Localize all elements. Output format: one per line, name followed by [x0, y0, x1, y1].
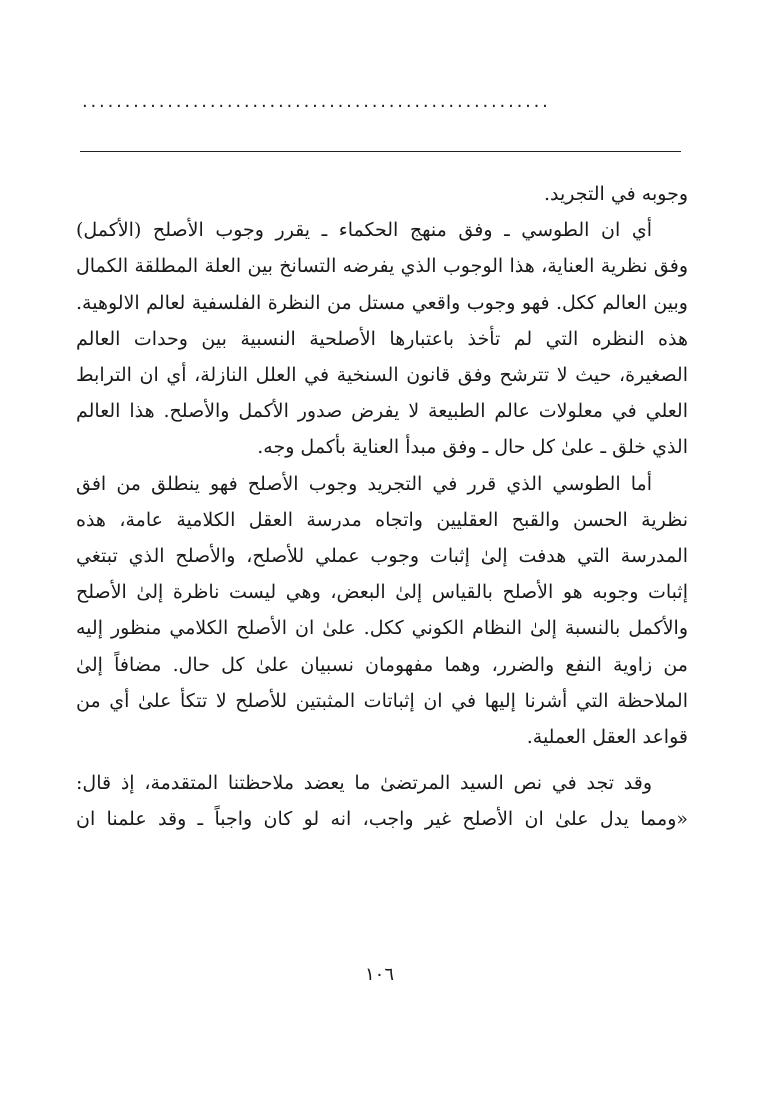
text-line: قواعد العقل العملية. [526, 726, 688, 749]
paragraph-4 [76, 765, 688, 837]
page-number: ١٠٦ [364, 964, 394, 985]
paragraph-3 [76, 466, 688, 756]
text-line: وفق نظرية العناية، هذا الوجوب الذي يفرضه التسانخ بين العلة المطلقة الكمال [76, 255, 688, 278]
paragraph-1 [76, 176, 688, 212]
text-line: العلي في معلولات عالم الطبيعة لا يفرض صدور الأكمل والأصلح. هذا العالم [76, 400, 688, 423]
paragraph-gap [76, 755, 688, 765]
text-line: إثبات وجوبه هو الأصلح بالقياس إلىٰ البعض، وهي ليست ناظرة إلىٰ الأصلح [76, 581, 688, 604]
horizontal-rule [80, 151, 681, 152]
text-line: نظرية الحسن والقبح العقليين واتجاه مدرسة العقل الكلامية عامة، هذه [76, 508, 688, 531]
text-line: من زاوية النفع والضرر، وهما مفهومان نسبيان علىٰ كل حال. مضافاً إلىٰ [76, 653, 688, 676]
text-line: والأكمل بالنسبة إلىٰ النظام الكوني ككل. علىٰ ان الأصلح الكلامي منظور إليه [76, 617, 688, 640]
text-line: وبين العالم ككل. فهو وجوب واقعي مستل من النظرة الفلسفية لعالم الالوهية. [76, 291, 688, 314]
text-line: أي ان الطوسي ـ وفق منهج الحكماء ـ يقرر وجوب الأصلح (الأكمل) [76, 219, 652, 242]
text-line: وجوبه في التجريد. [543, 183, 688, 205]
text-line: وقد تجد في نص السيد المرتضىٰ ما يعضد ملاحظتنا المتقدمة، إذ قال: [76, 772, 652, 795]
paragraph-2 [76, 212, 688, 465]
text-line: هذه النظره التي لم تأخذ باعتبارها الأصلحية النسبية بين وحدات العالم [76, 327, 688, 350]
text-line: المدرسة التي هدفت إلىٰ إثبات وجوب عملي للأصلح، والأصلح الذي تبتغي [76, 545, 688, 568]
text-line: «ومما يدل علىٰ ان الأصلح غير واجب، انه لو كان واجباً ـ وقد علمنا ان [76, 808, 688, 831]
text-line: الذي خلق ـ علىٰ كل حال ـ وفق مبدأ العناية بأكمل وجه. [257, 436, 688, 459]
dotted-separator: ....................................................... [82, 92, 551, 112]
text-line: الصغيرة، حيث لا تترشح وفق قانون السنخية في العلل النازلة، أي ان الترابط [76, 364, 688, 387]
text-line: أما الطوسي الذي قرر في التجريد وجوب الأصلح فهو ينطلق من افق [76, 472, 652, 495]
text-line: الملاحظة التي أشرنا إليها في ان إثباتات المثبتين للأصلح لا تتكأ علىٰ أي من [76, 689, 688, 712]
body-text [76, 176, 688, 838]
